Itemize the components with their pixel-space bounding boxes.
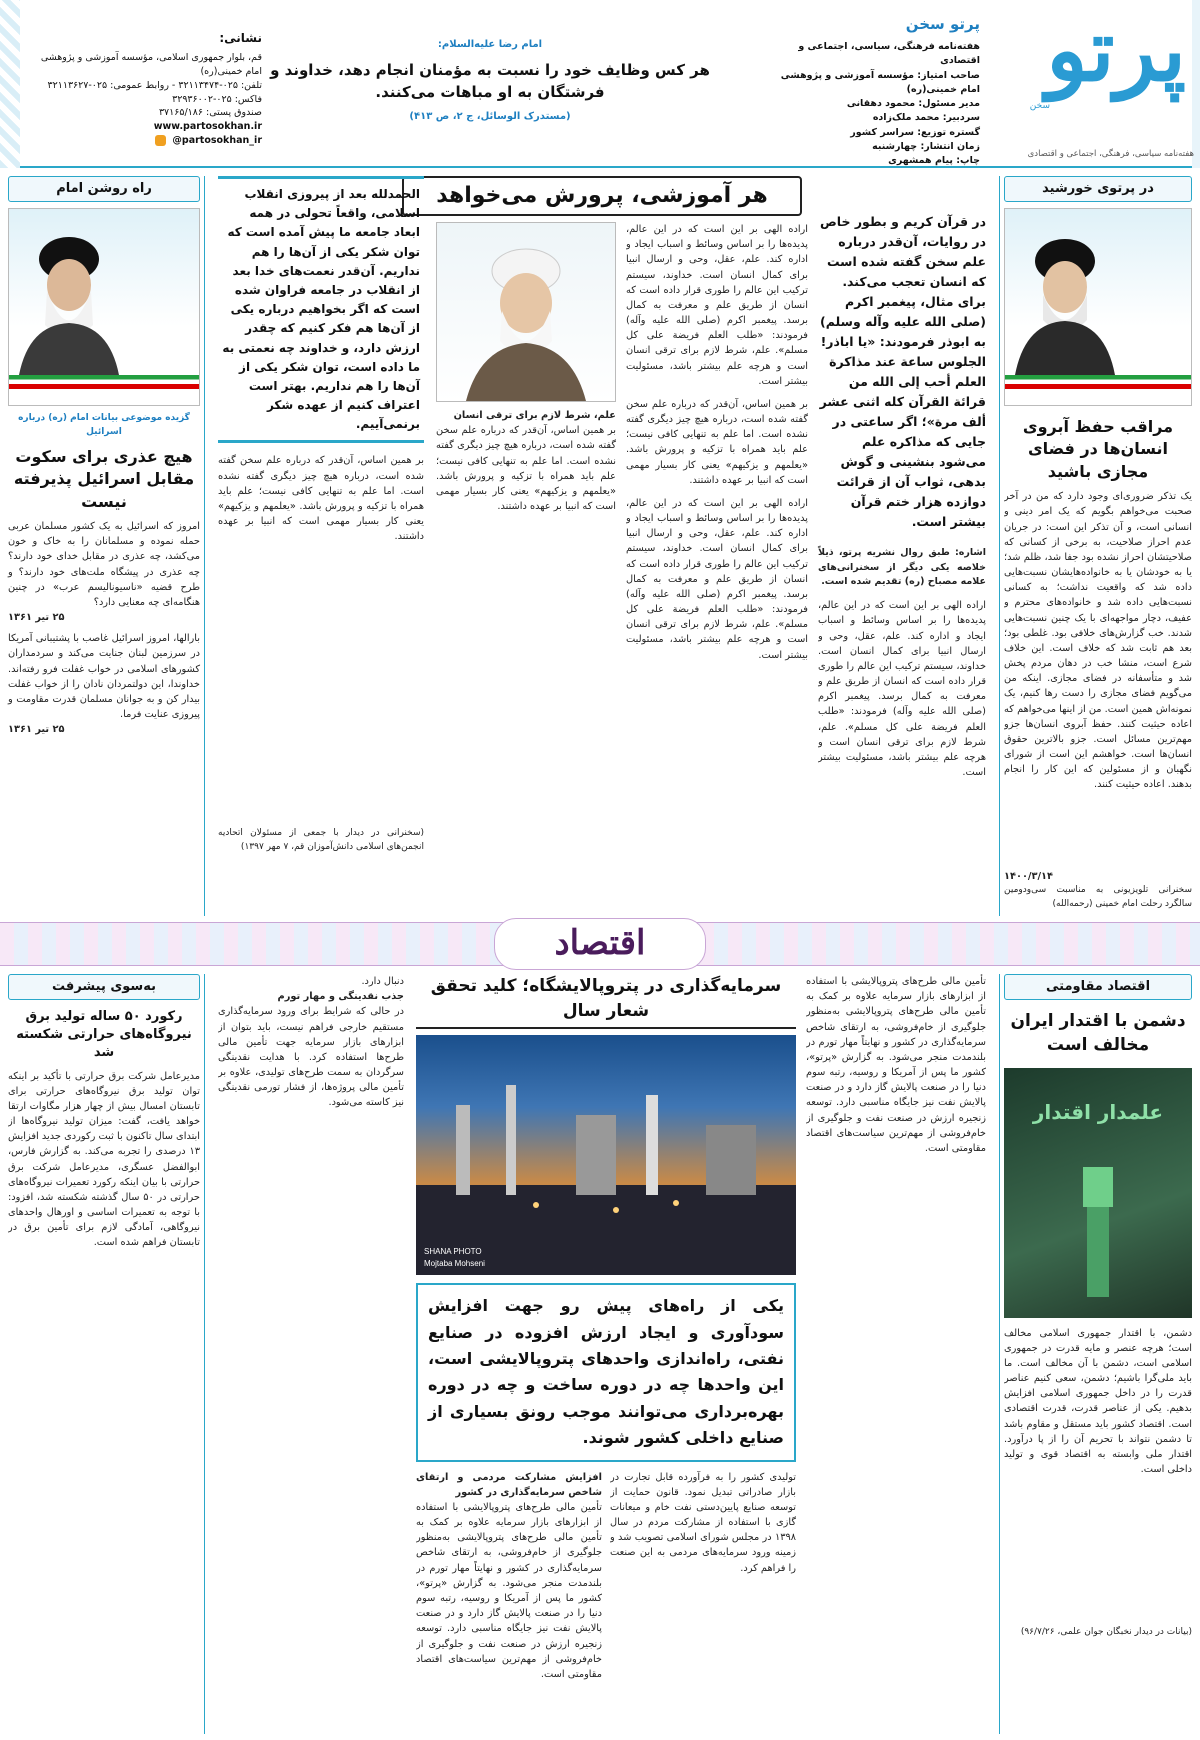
hadith-box xyxy=(270,38,710,124)
portrait-figure xyxy=(1005,225,1125,375)
social-icon xyxy=(155,135,166,146)
economy-left-title-1: رکورد ۵۰ ساله تولید برق xyxy=(25,1009,183,1024)
address-line: قم، بلوار جمهوری اسلامی، مؤسسه آموزشی و پژوهشی امام خمینی(ره) xyxy=(40,52,262,78)
publication-title: پرتو سخن xyxy=(905,15,980,33)
article-body-col2 xyxy=(626,222,808,912)
column-rule xyxy=(999,974,1000,1734)
right-column xyxy=(1004,176,1192,916)
main-article-title: هر آموزشی، پرورش می‌خواهد xyxy=(402,176,802,216)
logo: پرتو xyxy=(1046,0,1186,101)
masthead xyxy=(0,0,1200,168)
economy-banner xyxy=(0,922,1200,966)
address-title: نشانی: xyxy=(219,31,262,45)
economy-right-source: (بیانات در دیدار نخبگان جوان علمی، ۹۶/۷/۲۶) xyxy=(1020,1626,1192,1637)
article-quote-text: الحمدلله بعد از پیروزی انقلاب اسلامی، واقعاً تحولی در همه ابعاد جامعه ما پیش آمده است که توان شکر یکی از آن‌ها را هم نداریم. آن‌قدر نعمت‌های خدا بعد از انقلاب در جامعه فراوان شده است که اگر بخواهیم درباره یکی از آن‌ها هم فکر کنیم که چقدر ارزش دارد، و خداوند چه نعمتی به ما داده است، توان شکر یکی از آن‌ها را هم نداریم. بهتر است اعتراف کنیم از عهده شکر برنمی‌آییم. xyxy=(222,187,420,432)
economy-body-text: در حالی که شرایط برای ورود سرمایه‌گذاری مستقیم خارجی فراهم نیست، باید بتوان از ابزارهای بازار سرمایه جهت تأمین مالی طرح‌ها استفاده کرد. با هدایت نقدینگی سرگردان به سمت طرح‌های تولیدی، علاوه بر تأمین مالی پروژه‌ها، از فشار تورمی نقدینگی نیز کاسته می‌شود. xyxy=(218,1006,404,1109)
right-column-date: ۱۴۰۰/۳/۱۴ xyxy=(1004,871,1054,883)
publication-info xyxy=(780,40,980,168)
economy-left-body: مدیرعامل شرکت برق حرارتی با تأکید بر اینکه توان تولید برق نیروگاه‌های حرارتی برای تابستان امسال بیش از چهار هزار مگاوات ارتقا خواهد یافت، گفت: میزان تولید نیروگاه‌ها از ابتدای سال تاکنون با ثبت رکوردی جدید افزایش ۱۳ درصدی را تجربه می‌کند. به گزارش فارس، ابوالفضل عسگری، مدیرعامل شرکت برق حرارتی با بیان اینکه رکورد تعمیرات نیروگاه‌های حرارتی در ۵۰ سال گذشته شکسته شد، افزود: با توجه به تعمیرات اساسی و اورهال واحدهای نیروگاهی، آمادگی لازم برای تأمین برق در تابستان فراهم شده است. xyxy=(8,1070,200,1249)
article-col4 xyxy=(218,176,424,855)
article-lead xyxy=(818,212,986,828)
economy-pullquote-box xyxy=(416,1283,796,1461)
pub-line: گستره توزیع: سراسر کشور xyxy=(850,126,980,138)
portrait-figure xyxy=(456,231,596,401)
photo-credit: SHANA PHOTO Mojtaba Mohseni xyxy=(424,1247,485,1268)
article-source: (سخنرانی در دیدار با جمعی از مسئولان اتحادیه انجمن‌های اسلامی دانش‌آموزان قم، ۷ مهر ۱۳۹۷) xyxy=(218,828,424,853)
social-handle-text: @partosokhan_ir xyxy=(172,134,262,146)
economy-left-column xyxy=(8,974,200,1734)
article-lead-text: در قرآن کریم و بطور خاص در روایات، آن‌قدر درباره علم سخن گفته شده است که انسان تعجب می‌کند. برای مثال، پیغمبر اکرم (صلی الله علیه وآله وسلم) به ابوذر فرمودند: «یا اباذر! الجلوس ساعة عند مذاکرة العلم أحب إلی الله من قرائة القرآن کله اثنی عشر ألف مرة»؛ اگر ساعتی در جایی که مذاکره علم می‌شود بنشینی و گوش بدهی، ثواب آن از قرائت دوازده هزار ختم قرآن بیشتر است. xyxy=(819,214,986,529)
right-column-title: مراقب حفظ آبروی انسان‌ها در فضای مجازی باشید xyxy=(1022,417,1174,481)
left-column-header: راه روشن امام xyxy=(8,176,200,202)
right-column-body: یک تذکر ضروری‌ای وجود دارد که من در آخر صحبت می‌خواهم بگویم که یک امر دینی و انسانی است، و آن تذکر این است: در جریان عدم احراز صلاحیت، به برخی از کسانی که صلاحیتشان احراز نشده بود جفا شد، ظلم شد؛ یا به خودشان یا به خانواده‌هایشان نسبت‌هایی داده شد که واقعیت نداشت؛ به کسانی نسبت‌هایی داده شد و خانواده‌های محترم و عفیف، دچار مواجهه‌ای با یک چنین نسبت‌هایی شدند. خب گزارش‌های خلافی بود. غلطی بود؛ بعد هم ثابت شد که خلاف است. این خلاف شرع است، منشا خب در دهان مردم پخش شد و متأسفانه در فضای مجازی. اینکه من می‌گویم فضای مجازی را دست رها کنیم، یک نمونه‌اش همین است. من از اینها می‌خواهم که اعاده حیثیت کنند. حفظ آبروی انسان‌ها جزو مهم‌ترین مسائل است. جزو بالاترین حقوق انسان‌ها است. خواهشم این است از شورای نگهبان و از مسئولین که این کار را انجام بدهند. اعاده حیثیت کنند. xyxy=(1004,491,1192,791)
pub-line: سردبیر: محمد ملک‌زاده xyxy=(872,112,980,124)
mesbah-portrait xyxy=(436,222,616,402)
leader-portrait xyxy=(1004,208,1192,406)
left-column-date-1: ۲۵ تیر ۱۳۶۱ xyxy=(8,612,65,624)
address-box xyxy=(22,30,262,148)
economy-main-title: سرمایه‌گذاری در پتروپالایشگاه؛ کلید تحقق شعار سال xyxy=(416,974,796,1029)
pub-line: هفته‌نامه فرهنگی، سیاسی، اجتماعی و اقتصادی xyxy=(798,41,980,67)
left-column-title: هیچ عذری برای سکوت مقابل اسرائیل پذیرفته نیست xyxy=(13,446,195,511)
book-cover xyxy=(1004,1068,1192,1318)
article-note: اشاره: طبق روال نشریه پرتو، ذیلاً خلاصه یکی دیگر از سخنرانی‌های علامه مصباح (ره) تقدیم شده است. xyxy=(818,547,986,588)
article-col3 xyxy=(436,222,616,893)
social-handle[interactable] xyxy=(22,134,262,148)
right-column-source: سخنرانی تلویزیونی به مناسبت سی‌ودومین سالگرد رحلت امام خمینی (رحمه‌الله) xyxy=(1004,885,1192,910)
economy-left-title-2: نیروگاه‌های حرارتی شکسته شد xyxy=(16,1027,192,1061)
economy-body-text: تولیدی کشور را به فرآورده قابل تجارت در بازار صادراتی تبدیل نمود. قانون حمایت از توسعه صنایع پایین‌دستی نفت خام و میعانات گازی با استفاده از مشارکت مردم در سال ۱۳۹۸ در مجلس شورای اسلامی تصویب شد و زمینه ورود سرمایه‌های مردمی به این صنعت را فراهم کرد. xyxy=(610,1471,796,1574)
economy-feature-col-b xyxy=(416,1470,602,1740)
raised-fist-icon xyxy=(1053,1147,1143,1297)
main-article xyxy=(212,176,990,916)
left-column-date-2: ۲۵ تیر ۱۳۶۱ xyxy=(8,724,65,736)
economy-body-text: تأمین مالی طرح‌های پتروپالایشی با استفاده از ابزارهای بازار سرمایه علاوه بر کمک به تأمین مالی طرح‌های پتروپالایشی به‌منظور جلوگیری از خام‌فروشی، به ارتقای شاخص سرمایه‌گذاری در کشور و نهایتاً مهار تورم در بلندمدت منجر می‌شود. به گزارش «پرتو»، کشور ما پس از آمریکا و روسیه، رتبه سوم دنیا را در صنعت پالایش گاز دارد و در صنعت پالایش نفت نیز جایگاه مناسبی دارد. توسعه زنجیره ارزش در صنعت نفت و جلوگیری از خام‌فروشی از مهم‌ترین سیاست‌های اقتصاد مقاومتی است. xyxy=(806,976,986,1154)
economy-feature-col-a xyxy=(610,1470,796,1740)
portrait-figure xyxy=(9,225,129,375)
economy-right-title: دشمن با اقتدار ایران مخالف است xyxy=(1010,1011,1186,1055)
article-subhead: علم، شرط لازم برای ترقی انسان xyxy=(453,410,616,421)
article-body-text: بر همین اساس، آن‌قدر که درباره علم سخن گفته شده است، درباره هیچ چیز دیگری گفته نشده است. اما علم به تنهایی کافی نیست؛ علم باید همراه با تزکیه و پرورش باشد. «یعلمهم و یزکیهم» یعنی کار بسیار مهمی است که انبیا بر عهده داشتند. xyxy=(218,455,424,543)
economy-feature-columns xyxy=(416,1470,796,1740)
address-line: صندوق پستی: ۳۷۱۶۵/۱۸۶ xyxy=(158,107,262,119)
article-body-text: اراده الهی بر این است که در این عالم، پدیده‌ها را بر اساس وسائط و اسباب ایجاد و اداره کند. علم، عقل، وحی و ارسال انبیا برای کمال انسان است. خداوند، سیستم ترکیب این عالم را طوری قرار داده است که انسان از طریق علم و معرفت به کمال برسد. پیغمبر اکرم (صلی الله علیه وآله) فرمودند: «طلب العلم فریضة علی کل مسلم». علم، شرط لازم برای ترقی انسان است و هرچه علم بیشتر باشد، مسئولیت بیشتر است. xyxy=(626,497,808,661)
logo-subtitle: هفته‌نامه سیاسی، فرهنگی، اجتماعی و اقتصادی xyxy=(1027,149,1194,159)
economy-feature xyxy=(416,974,796,1740)
logo-small-word: سخن xyxy=(1029,101,1050,111)
left-column-caption: گزیده موضوعی بیانات امام (ره) درباره اسرائیل xyxy=(18,413,190,437)
article-body-text: اراده الهی بر این است که در این عالم، پدیده‌ها را بر اساس وسائط و اسباب ایجاد و اداره کند. علم، عقل، وحی و ارسال انبیا برای کمال انسان است. خداوند، سیستم ترکیب این عالم را طوری قرار داده است که انسان از طریق علم و معرفت به کمال برسد. پیغمبر اکرم (صلی الله علیه وآله) فرمودند: «طلب العلم فریضة علی کل مسلم». علم، شرط لازم برای ترقی انسان است و هرچه علم بیشتر باشد، مسئولیت بیشتر است. xyxy=(626,224,808,387)
pub-line: چاپ: پیام همشهری xyxy=(888,155,980,166)
right-column-header: در پرتوی خورشید xyxy=(1004,176,1192,202)
economy-body-text: تأمین مالی طرح‌های پتروپالایشی با استفاده از ابزارهای بازار سرمایه علاوه بر کمک به تأمین مالی طرح‌های پتروپالایشی به‌منظور جلوگیری از خام‌فروشی، به ارتقای شاخص سرمایه‌گذاری در کشور و نهایتاً مهار تورم در بلندمدت منجر می‌شود. به گزارش «پرتو»، کشور ما پس از آمریکا و روسیه، رتبه سوم دنیا را در صنعت پالایش گاز دارد و در صنعت پالایش نفت نیز جایگاه مناسبی دارد. توسعه زنجیره ارزش در صنعت نفت و جلوگیری از خام‌فروشی از مهم‌ترین سیاست‌های اقتصاد مقاومتی است. xyxy=(416,1501,602,1680)
column-rule xyxy=(204,974,205,1734)
economy-left-header: به‌سوی پیشرفت xyxy=(8,974,200,1000)
article-quote-box xyxy=(218,176,424,443)
book-title: علمدار اقتدار xyxy=(1032,1099,1164,1124)
refinery-photo xyxy=(416,1035,796,1275)
pub-line: صاحب امتیاز: مؤسسه آموزشی و پژوهشی امام خمینی(ره) xyxy=(780,69,980,95)
logo-block[interactable] xyxy=(1010,0,1200,168)
hadith-source: امام رضا علیه‌السلام: xyxy=(437,39,543,50)
economy-col3 xyxy=(218,974,404,1704)
website-link[interactable]: www.partosokhan.ir xyxy=(153,121,262,133)
economy-right-body: دشمن، با اقتدار جمهوری اسلامی مخالف است؛ هرچه عنصر و مایه قدرت در جمهوری اسلامی است، دشمن با آن مخالف است. ما باید ملی‌گرا باشیم؛ دشمن، سعی کنیم عناصر قدرت را در داخل جمهوری اسلامی افزایش بدهیم. یکی از عناصر قدرت، قدرت اقتصادی است. اقتصاد کشور باید مستقل و مقاوم باشد تا دشمن نتواند با تحریم آن را از پا درآورد. اقتدار ملی وابسته به اقتصاد قوی و تولید داخلی است. xyxy=(1004,1327,1192,1476)
mosaic-border-left xyxy=(0,0,20,168)
left-column xyxy=(8,176,200,916)
address-line: فاکس: ۰۲۵-۳۲۹۳۶۰۰۲ xyxy=(172,93,262,105)
column-rule xyxy=(204,176,205,916)
economy-subhead-1: افزایش مشارکت مردمی و ارتقای شاخص سرمایه‌گذاری در کشور xyxy=(416,1471,602,1498)
economy-banner-title: اقتصاد xyxy=(494,918,707,969)
economy-subhead-2: جذب نقدینگی و مهار تورم xyxy=(277,991,404,1003)
article-body-text: بر همین اساس، آن‌قدر که درباره علم سخن گفته شده است، درباره هیچ چیز دیگری گفته نشده است. اما علم به تنهایی کافی نیست؛ علم باید همراه با تزکیه و پرورش باشد. «یعلمهم و یزکیهم» یعنی کار بسیار مهمی است که انبیا بر عهده داشتند. xyxy=(626,398,808,486)
economy-col3-intro: دنبال دارد. xyxy=(361,976,404,987)
economy-pullquote: یکی از راه‌های پیش رو جهت افزایش سودآوری و ایجاد ارزش افزوده در صنایع نفتی، راه‌اندازی واحدهای پتروپالایشی است، این واحدها چه در دوره ساخت و چه در دوره بهره‌برداری می‌توانند موجب رونق بسیاری از صنایع داخلی کشور شوند. xyxy=(428,1296,784,1448)
left-column-body-1: امروز که اسرائیل به یک کشور مسلمان عربی حمله نموده و مسلمانان را به خاک و خون می‌کشد، چه عذری در مقابل خدای خود دارند؟ چه عذری در پیشگاه ملت‌های خود دارند؟ و طرح قضیه «ناسیونالیسم عرب» در چنین هنگامه‌ای چه معنایی دارد؟ xyxy=(8,521,200,608)
iran-flag-ribbon xyxy=(1005,375,1191,389)
pub-line: مدیر مسئول: محمود دهقانی xyxy=(846,98,980,109)
economy-col1 xyxy=(806,974,986,1714)
hadith-reference: (مستدرک الوسائل، ج ۲، ص ۴۱۳) xyxy=(409,110,571,122)
pub-line: زمان انتشار: چهارشنبه xyxy=(872,140,980,152)
address-line: تلفن: ۰۲۵-۳۲۱۱۳۴۷۴ - روابط عمومی: ۰۲۵-۳۲۱۱۳۶۲۷ xyxy=(47,79,262,91)
article-body-col1: اراده الهی بر این است که در این عالم، پدیده‌ها را بر اساس وسائط و اسباب ایجاد و اداره کند. علم، عقل، وحی و ارسال انبیا برای کمال انسان است. خداوند، سیستم ترکیب این عالم را طوری قرار داده است که انسان از طریق علم و معرفت به کمال برسد. پیغمبر اکرم (صلی الله علیه وآله) فرمودند: «طلب العلم فریضة علی کل مسلم». علم، شرط لازم برای ترقی انسان است و هرچه علم بیشتر باشد، مسئولیت بیشتر است. xyxy=(818,600,986,779)
column-rule xyxy=(999,176,1000,916)
hadith-text: هر کس وظایف خود را نسبت به مؤمنان انجام دهد، خداوند و فرشتگان به او مباهات می‌کنند. xyxy=(270,60,710,101)
left-column-body-2: بارالها، امروز اسرائیل غاصب با پشتیبانی آمریکا در سرزمین لبنان جنایت می‌کند و سردمداران کشورهای اسلامی در خواب غفلت فرو رفته‌اند. خداوندا، این دولتمردان نادان را از خواب غفلت بیدار کن و به جوانان مسلمان قدرت مقاومت و پیروزی عنایت فرما. xyxy=(8,633,200,721)
economy-right-header: اقتصاد مقاومتی xyxy=(1004,974,1192,1000)
article-body-text: بر همین اساس، آن‌قدر که درباره علم سخن گفته شده است، درباره هیچ چیز دیگری گفته نشده است. اما علم به تنهایی کافی نیست؛ علم باید همراه با تزکیه و پرورش باشد. «یعلمهم و یزکیهم» یعنی کار بسیار مهمی است که انبیا بر عهده داشتند. xyxy=(436,425,616,513)
economy-main-article xyxy=(212,974,990,1734)
economy-right-column xyxy=(1004,974,1192,1734)
iran-flag-ribbon xyxy=(9,375,199,389)
refinery-illustration xyxy=(416,1035,796,1275)
imam-portrait xyxy=(8,208,200,406)
